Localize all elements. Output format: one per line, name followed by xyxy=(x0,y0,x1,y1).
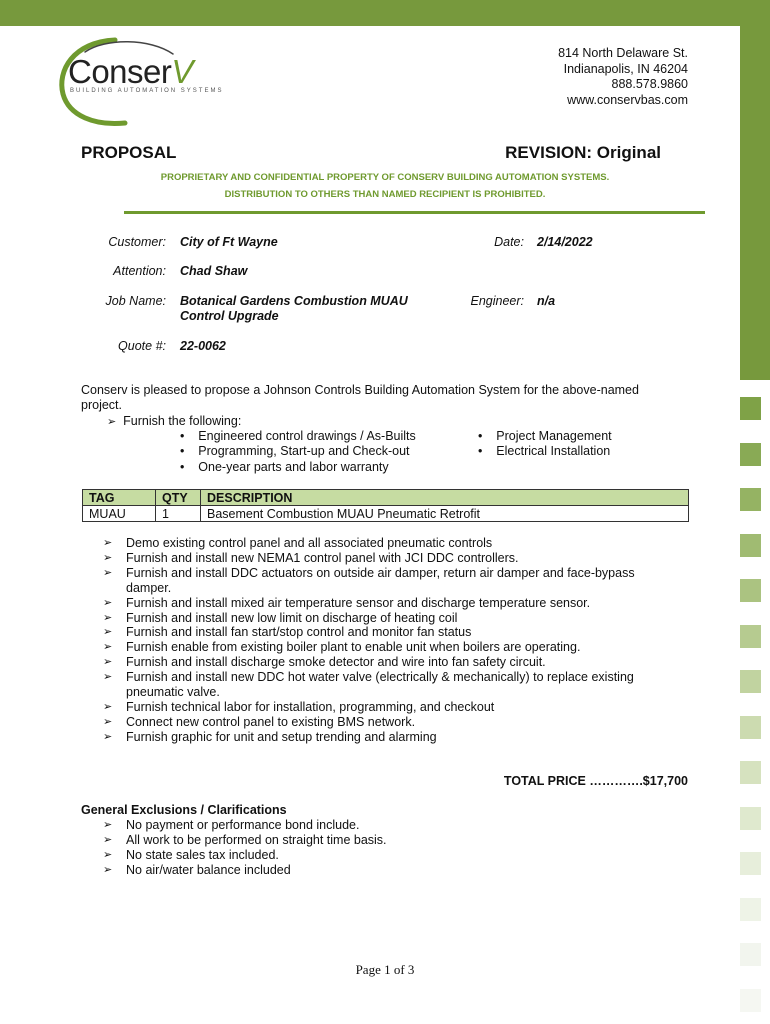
arrow-bullet-icon: ➢ xyxy=(103,626,113,639)
job-name-label: Job Name: xyxy=(105,294,166,308)
list-item: ➢ Furnish and install new NEMA1 control panel with JCI DDC controllers. xyxy=(103,550,519,565)
address-street: 814 North Delaware St. xyxy=(558,46,688,60)
gradient-square xyxy=(740,716,761,739)
gradient-square xyxy=(740,488,761,511)
list-item: ➢ No payment or performance bond include. xyxy=(103,818,360,832)
list-item: ➢ Furnish and install fan start/stop control and monitor fan status xyxy=(103,625,472,640)
arrow-bullet-icon: ➢ xyxy=(103,819,113,831)
arrow-bullet-icon: ➢ xyxy=(103,715,113,728)
arrow-bullet-icon: ➢ xyxy=(103,730,113,743)
gradient-square xyxy=(740,534,761,557)
list-item: ➢ Connect new control panel to existing BMS network. xyxy=(103,714,416,729)
furnish-bullet: • Engineered control drawings / As-Builts xyxy=(180,429,416,443)
furnish-bullet: • Project Management xyxy=(478,429,612,443)
gradient-square xyxy=(740,670,761,693)
furnish-bullet: • One-year parts and labor warranty xyxy=(180,460,389,474)
quote-label: Quote #: xyxy=(118,339,166,353)
list-item: ➢ No state sales tax included. xyxy=(103,848,279,862)
gradient-square xyxy=(740,852,761,875)
list-item: ➢ Furnish and install DDC actuators on outside air damper, return air damper and face-bypass damper. xyxy=(103,565,635,595)
arrow-bullet-icon: ➢ xyxy=(103,864,113,876)
attention-value: Chad Shaw xyxy=(180,264,248,278)
cell-description: Basement Combustion MUAU Pneumatic Retrofit xyxy=(201,506,689,522)
total-price: TOTAL PRICE ………….$17,700 xyxy=(503,774,688,788)
column-header-tag: TAG xyxy=(83,490,156,506)
list-item: ➢ Furnish and install discharge smoke detector and wire into fan safety circuit. xyxy=(103,655,546,670)
scope-list xyxy=(103,536,663,745)
revision-label: REVISION: Original xyxy=(505,143,661,162)
arrow-bullet-icon: ➢ xyxy=(107,416,117,428)
gradient-square xyxy=(740,579,761,602)
job-name-value xyxy=(180,294,408,324)
top-green-bar xyxy=(0,0,740,26)
furnish-heading: ➢ Furnish the following: xyxy=(107,414,242,428)
list-item: ➢ All work to be performed on straight time basis. xyxy=(103,833,387,847)
arrow-bullet-icon: ➢ xyxy=(103,834,113,846)
list-item: ➢ Furnish and install mixed air temperature sensor and discharge temperature sensor. xyxy=(103,595,591,610)
gradient-square xyxy=(740,625,761,648)
header-divider xyxy=(124,211,705,214)
right-green-bar xyxy=(740,0,770,380)
cell-tag: MUAU xyxy=(83,506,156,522)
address-city: Indianapolis, IN 46204 xyxy=(563,61,688,76)
intro-paragraph: Conserv is pleased to propose a Johnson Controls Building Automation System for the above-named project. xyxy=(81,383,639,412)
logo-wordmark: ConserV xyxy=(68,53,193,90)
arrow-bullet-icon: ➢ xyxy=(103,671,113,684)
customer-label: Customer: xyxy=(108,235,166,249)
furnish-bullet: • Electrical Installation xyxy=(478,444,611,458)
arrow-bullet-icon: ➢ xyxy=(103,537,113,549)
customer-value: City of Ft Wayne xyxy=(180,235,278,249)
gradient-square xyxy=(740,807,761,830)
table-header-row xyxy=(83,490,689,506)
list-item: ➢ Furnish graphic for unit and setup trending and alarming xyxy=(103,729,437,744)
arrow-bullet-icon: ➢ xyxy=(103,566,113,579)
confidential-notice-line1: PROPRIETARY AND CONFIDENTIAL PROPERTY OF CONSERV BUILDING AUTOMATION SYSTEMS. xyxy=(160,172,610,183)
job-name-line1: Botanical Gardens Combustion MUAU xyxy=(180,294,408,308)
list-item: ➢ Demo existing control panel and all associated pneumatic controls xyxy=(103,536,493,550)
list-item: ➢ Furnish and install new DDC hot water valve (electrically & mechanically) to replace existing pneumatic valve. xyxy=(103,670,634,700)
arrow-bullet-icon: ➢ xyxy=(103,656,113,669)
exclusions-list xyxy=(103,818,503,878)
engineer-value: n/a xyxy=(537,294,556,308)
arrow-bullet-icon: ➢ xyxy=(103,551,113,564)
gradient-square xyxy=(740,989,761,1012)
column-header-qty: QTY xyxy=(156,490,201,506)
logo-tagline: BUILDING AUTOMATION SYSTEMS xyxy=(70,88,224,94)
list-item: ➢ Furnish enable from existing boiler plant to enable unit when boilers are operating. xyxy=(103,640,581,655)
date-label: Date: xyxy=(494,235,524,249)
gradient-square xyxy=(740,898,761,921)
gradient-square xyxy=(740,761,761,784)
address-website: www.conservbas.com xyxy=(567,92,688,107)
quote-value: 22-0062 xyxy=(180,339,226,353)
address-phone: 888.578.9860 xyxy=(611,77,688,91)
list-item: ➢ Furnish and install new low limit on discharge of heating coil xyxy=(103,610,458,625)
furnish-bullet: • Programming, Start-up and Check-out xyxy=(180,444,410,458)
arrow-bullet-icon: ➢ xyxy=(103,641,113,654)
gradient-square xyxy=(740,443,761,466)
company-address xyxy=(558,46,688,108)
list-item: ➢ Furnish technical labor for installation, programming, and checkout xyxy=(103,699,495,714)
arrow-bullet-icon: ➢ xyxy=(103,849,113,861)
document-title: PROPOSAL xyxy=(81,143,177,162)
job-name-line2: Control Upgrade xyxy=(180,309,279,323)
item-table xyxy=(82,489,689,522)
arrow-bullet-icon: ➢ xyxy=(103,611,113,624)
date-value: 2/14/2022 xyxy=(537,235,593,249)
arrow-bullet-icon: ➢ xyxy=(103,596,113,609)
list-item: ➢ No air/water balance included xyxy=(103,863,291,877)
exclusions-title: General Exclusions / Clarifications xyxy=(81,803,287,817)
confidential-notice-line2: DISTRIBUTION TO OTHERS THAN NAMED RECIPIENT IS PROHIBITED. xyxy=(224,189,546,200)
table-row xyxy=(83,506,689,522)
gradient-square xyxy=(740,397,761,420)
cell-qty: 1 xyxy=(156,506,201,522)
arrow-bullet-icon: ➢ xyxy=(103,700,113,713)
page-number: Page 1 of 3 xyxy=(355,962,415,977)
column-header-description: DESCRIPTION xyxy=(201,490,689,506)
engineer-label: Engineer: xyxy=(470,294,524,308)
attention-label: Attention: xyxy=(113,264,166,278)
